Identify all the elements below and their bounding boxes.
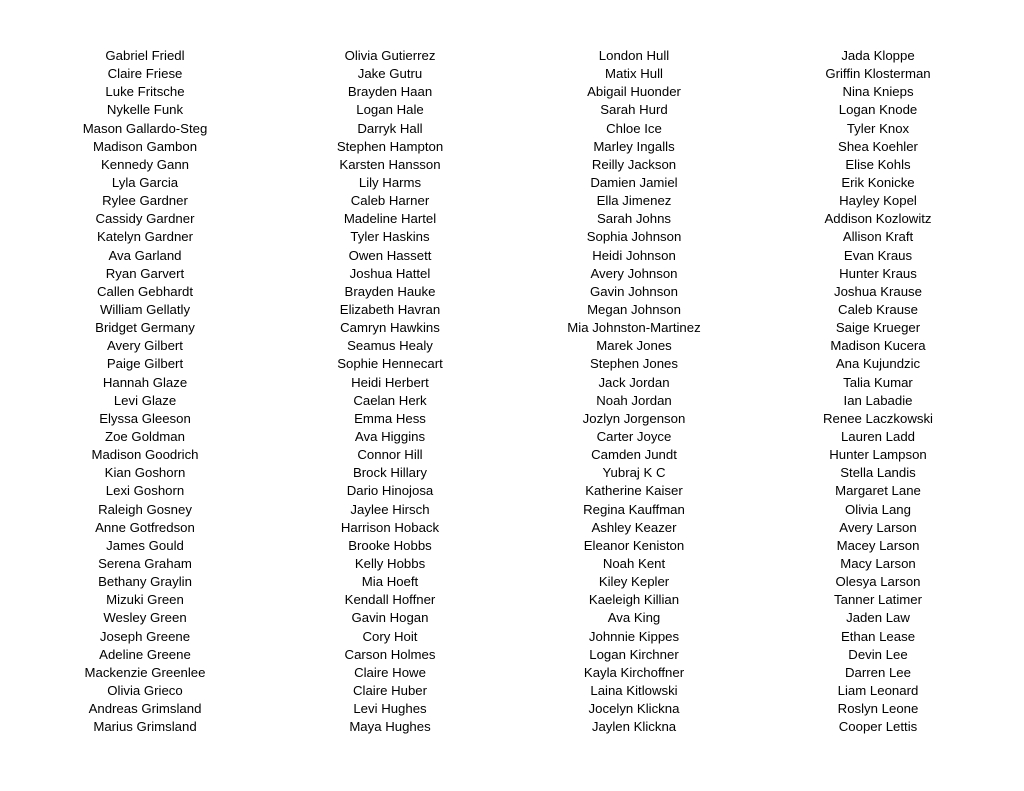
name-entry: Elyssa Gleeson — [99, 410, 191, 426]
name-entry: Olivia Gutierrez — [344, 48, 436, 63]
name-entry: Rylee Gardner — [102, 193, 188, 209]
name-entry: Avery Gilbert — [107, 338, 183, 354]
name-entry: Kayla Kirchoffner — [583, 664, 685, 680]
name-entry: Joshua Krause — [834, 283, 922, 299]
name-entry: Jack Jordan — [598, 374, 670, 390]
name-column-3 — [514, 47, 754, 736]
name-entry: Renee Laczkowski — [823, 410, 933, 426]
name-entry: Harrison Hoback — [340, 519, 440, 535]
name-entry: Nina Knieps — [842, 84, 914, 100]
name-entry: Olivia Grieco — [107, 682, 183, 698]
name-entry: Olesya Larson — [835, 574, 921, 590]
name-entry: Brayden Hauke — [344, 283, 436, 299]
name-entry: Evan Kraus — [843, 247, 913, 263]
name-entry: Regina Kauffman — [583, 501, 685, 517]
name-entry: Logan Knode — [838, 102, 918, 118]
name-entry: Marek Jones — [596, 338, 672, 354]
name-entry: James Gould — [106, 537, 184, 553]
name-entry: Owen Hassett — [348, 247, 432, 263]
name-entry: Gavin Johnson — [590, 283, 678, 299]
name-entry: Ava Garland — [108, 247, 182, 263]
name-entry: Nykelle Funk — [106, 102, 184, 118]
name-entry: Reilly Jackson — [591, 156, 677, 172]
name-entry: Madison Kucera — [830, 338, 926, 354]
name-entry: Shea Koehler — [838, 138, 918, 154]
name-entry: Olivia Lang — [845, 501, 911, 517]
name-entry: Joseph Greene — [99, 628, 191, 644]
name-entry: Jaylee Hirsch — [350, 501, 430, 517]
name-entry: Saige Krueger — [835, 320, 921, 336]
name-entry: Levi Hughes — [353, 701, 427, 717]
name-entry: Ava Higgins — [354, 428, 426, 444]
name-entry: Tyler Knox — [846, 120, 910, 136]
name-entry: Matix Hull — [605, 66, 663, 82]
name-entry: Bethany Graylin — [98, 574, 192, 590]
name-entry: Lily Harms — [358, 174, 422, 190]
name-entry: Bridget Germany — [95, 320, 195, 336]
name-entry: Katelyn Gardner — [96, 229, 194, 245]
name-entry: Camryn Hawkins — [340, 320, 440, 336]
name-entry: Erik Konicke — [841, 174, 915, 190]
name-entry: Claire Howe — [354, 664, 426, 680]
name-entry: Macey Larson — [836, 537, 920, 553]
name-entry: Noah Kent — [602, 555, 666, 571]
name-entry: Paige Gilbert — [106, 356, 184, 372]
name-entry: Yubraj K C — [602, 465, 666, 481]
name-entry: Tyler Haskins — [350, 229, 430, 245]
name-entry: Elise Kohls — [845, 156, 911, 172]
name-entry: Tanner Latimer — [834, 592, 922, 608]
name-entry: Allison Kraft — [842, 229, 914, 245]
name-entry: Sarah Johns — [596, 211, 672, 227]
name-entry: Caleb Harner — [350, 193, 430, 209]
name-entry: Cassidy Gardner — [95, 211, 195, 227]
name-entry: Lexi Goshorn — [105, 483, 185, 499]
name-entry: Kendall Hoffner — [344, 592, 436, 608]
name-entry: Griffin Klosterman — [825, 66, 931, 82]
name-entry: Stephen Jones — [590, 356, 678, 372]
name-entry: Stella Landis — [840, 465, 916, 481]
name-entry: Jake Gutru — [357, 66, 423, 82]
name-entry: Seamus Healy — [347, 338, 433, 354]
name-entry: Adeline Greene — [99, 646, 191, 662]
name-entry: Gavin Hogan — [351, 610, 429, 626]
name-entry: Mizuki Green — [106, 592, 184, 608]
name-entry: Serena Graham — [98, 555, 192, 571]
name-entry: Stephen Hampton — [336, 138, 444, 154]
name-entry: Marley Ingalls — [593, 138, 675, 154]
name-entry: London Hull — [598, 48, 670, 63]
name-entry: Megan Johnson — [587, 301, 681, 317]
name-entry: Kaeleigh Killian — [588, 592, 680, 608]
name-entry: Caelan Herk — [353, 392, 427, 408]
name-entry: Damien Jamiel — [590, 174, 678, 190]
name-column-2 — [270, 47, 510, 736]
name-entry: Ian Labadie — [843, 392, 913, 408]
name-entry: Abigail Huonder — [587, 84, 681, 100]
name-entry: Camden Jundt — [591, 447, 677, 463]
name-entry: Jocelyn Klickna — [588, 701, 680, 717]
name-list-page — [0, 47, 1024, 747]
name-entry: Emma Hess — [354, 410, 426, 426]
name-entry: Marius Grimsland — [93, 719, 197, 735]
name-entry: Claire Friese — [107, 66, 183, 82]
name-entry: Margaret Lane — [835, 483, 921, 499]
name-entry: Kian Goshorn — [104, 465, 186, 481]
name-entry: Darryk Hall — [357, 120, 423, 136]
name-entry: Addison Kozlowitz — [824, 211, 932, 227]
name-entry: Darren Lee — [845, 664, 911, 680]
name-entry: Carter Joyce — [596, 428, 672, 444]
name-entry: Katherine Kaiser — [585, 483, 683, 499]
name-entry: Avery Johnson — [590, 265, 678, 281]
name-entry: Ryan Garvert — [105, 265, 185, 281]
name-entry: Claire Huber — [352, 682, 428, 698]
name-column-1 — [25, 47, 265, 736]
name-entry: Hunter Lampson — [829, 447, 927, 463]
name-entry: Maya Hughes — [349, 719, 431, 735]
name-entry: Noah Jordan — [596, 392, 672, 408]
name-entry: Carson Holmes — [344, 646, 436, 662]
name-entry: Hunter Kraus — [839, 265, 917, 281]
name-entry: Macy Larson — [840, 555, 916, 571]
name-entry: Ashley Keazer — [591, 519, 677, 535]
name-entry: Laina Kitlowski — [590, 682, 678, 698]
name-entry: Ella Jimenez — [596, 193, 672, 209]
name-entry: Joshua Hattel — [349, 265, 431, 281]
name-entry: Sophie Hennecart — [337, 356, 443, 372]
name-entry: Mackenzie Greenlee — [84, 664, 206, 680]
name-entry: Mason Gallardo-Steg — [82, 120, 208, 136]
name-entry: Callen Gebhardt — [96, 283, 194, 299]
name-entry: Madison Goodrich — [91, 447, 199, 463]
name-entry: Raleigh Gosney — [98, 501, 192, 517]
name-entry: Eleanor Keniston — [583, 537, 685, 553]
name-entry: Jaden Law — [846, 610, 910, 626]
name-entry: Caleb Krause — [838, 301, 918, 317]
name-entry: Talia Kumar — [843, 374, 913, 390]
name-entry: Hannah Glaze — [102, 374, 188, 390]
name-entry: Mia Johnston-Martinez — [567, 320, 701, 336]
name-entry: Zoe Goldman — [105, 428, 185, 444]
name-entry: Brooke Hobbs — [348, 537, 432, 553]
name-entry: Brayden Haan — [347, 84, 433, 100]
name-entry: Madison Gambon — [92, 138, 198, 154]
name-entry: Cooper Lettis — [838, 719, 918, 735]
name-entry: Luke Fritsche — [105, 84, 185, 100]
name-entry: Devin Lee — [848, 646, 908, 662]
name-entry: Ethan Lease — [840, 628, 916, 644]
name-entry: Gabriel Friedl — [105, 48, 185, 63]
name-entry: Kiley Kepler — [598, 574, 670, 590]
name-entry: Sarah Hurd — [600, 102, 668, 118]
name-entry: Andreas Grimsland — [88, 701, 202, 717]
name-entry: Connor Hill — [357, 447, 423, 463]
name-entry: Lyla Garcia — [111, 174, 179, 190]
name-entry: Levi Glaze — [113, 392, 177, 408]
name-entry: Logan Hale — [356, 102, 424, 118]
name-entry: Jada Kloppe — [841, 48, 915, 63]
name-entry: Avery Larson — [839, 519, 917, 535]
name-entry: Ana Kujundzic — [835, 356, 921, 372]
name-entry: Lauren Ladd — [840, 428, 916, 444]
name-entry: Jaylen Klickna — [591, 719, 677, 735]
name-entry: Kelly Hobbs — [354, 555, 426, 571]
name-entry: Dario Hinojosa — [346, 483, 434, 499]
name-entry: Sophia Johnson — [586, 229, 682, 245]
name-entry: Logan Kirchner — [589, 646, 679, 662]
name-entry: Chloe Ice — [606, 120, 662, 136]
name-entry: Anne Gotfredson — [95, 519, 195, 535]
name-entry: Heidi Herbert — [351, 374, 429, 390]
name-entry: Cory Hoit — [362, 628, 418, 644]
name-entry: Liam Leonard — [837, 682, 919, 698]
name-entry: Elizabeth Havran — [339, 301, 441, 317]
name-entry: Wesley Green — [103, 610, 187, 626]
name-entry: Madeline Hartel — [343, 211, 437, 227]
name-entry: Heidi Johnson — [592, 247, 676, 263]
name-entry: Roslyn Leone — [837, 701, 919, 717]
name-entry: Hayley Kopel — [839, 193, 917, 209]
name-entry: Ava King — [607, 610, 661, 626]
name-column-4 — [758, 47, 998, 736]
name-entry: Brock Hillary — [352, 465, 427, 481]
name-entry: Johnnie Kippes — [588, 628, 680, 644]
name-entry: Mia Hoeft — [361, 574, 419, 590]
name-entry: William Gellatly — [99, 301, 191, 317]
name-entry: Kennedy Gann — [101, 156, 189, 172]
name-entry: Jozlyn Jorgenson — [582, 410, 686, 426]
name-entry: Karsten Hansson — [339, 156, 441, 172]
